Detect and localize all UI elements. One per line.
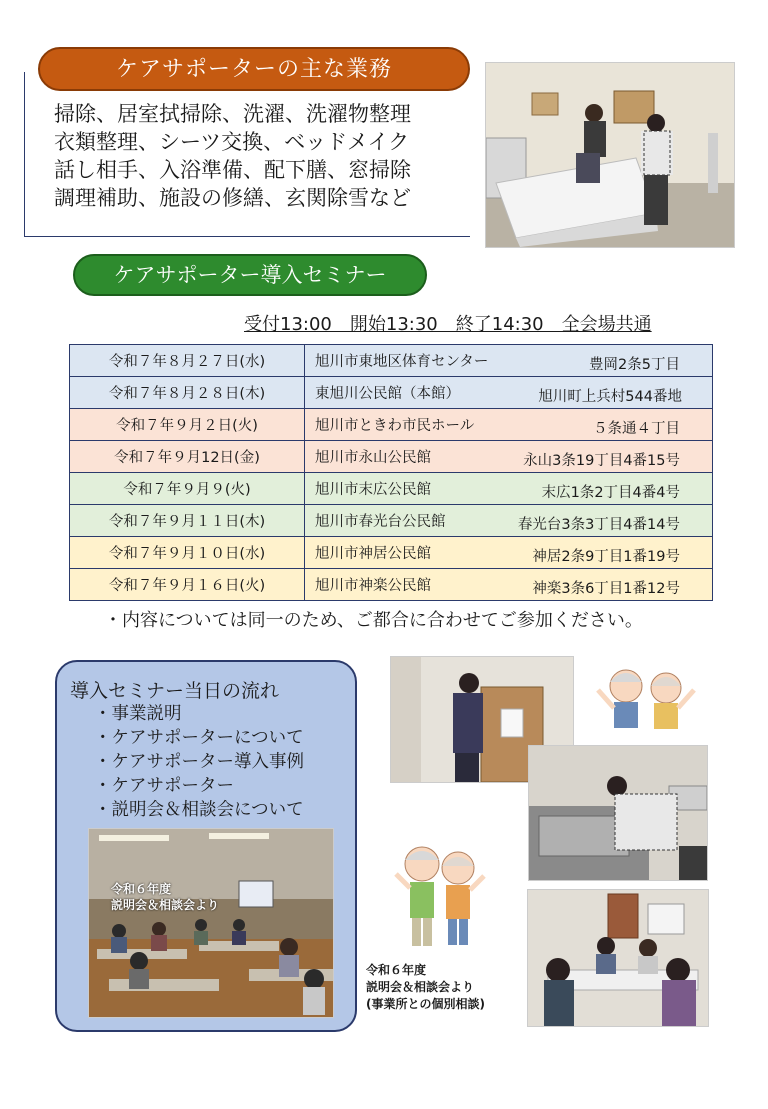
date-cell: 令和７年９月１０日(水)	[70, 537, 305, 569]
venue-name: 旭川市春光台公民館	[315, 514, 446, 530]
photo-seminar-hall	[88, 828, 334, 1018]
schedule-table	[69, 344, 713, 601]
table-row	[70, 537, 713, 569]
venue-address: ５条通４丁目	[593, 421, 680, 437]
duties-line: 調理補助、施設の修繕、玄関除雪など	[54, 186, 411, 210]
photo-caption-year: 令和６年度	[111, 882, 172, 896]
venue-address: 神居2条9丁目1番19号	[532, 549, 680, 565]
table-row	[70, 377, 713, 409]
venue-cell	[305, 441, 713, 473]
date-cell: 令和７年８月２８日(木)	[70, 377, 305, 409]
venue-address: 春光台3条3丁目4番14号	[517, 517, 680, 533]
photo-kitchen-cleaning	[528, 745, 708, 881]
date-cell: 令和７年９月12日(金)	[70, 441, 305, 473]
venue-name: 東旭川公民館（本館）	[315, 386, 460, 402]
venue-address: 豊岡2条5丁目	[589, 357, 680, 373]
photo-consultation	[527, 889, 709, 1027]
duties-list	[54, 100, 464, 212]
date-cell: 令和７年９月１６日(火)	[70, 569, 305, 601]
table-row	[70, 569, 713, 601]
date-cell: 令和７年９月２日(火)	[70, 409, 305, 441]
duties-title: ケアサポーターの主な業務	[38, 47, 470, 91]
caption-year: 令和６年度	[366, 963, 427, 977]
flow-list	[94, 702, 304, 822]
date-cell: 令和７年８月２７日(水)	[70, 345, 305, 377]
venue-cell	[305, 377, 713, 409]
flow-item: ・ケアサポーター	[94, 776, 234, 796]
consultation-caption	[366, 962, 485, 1013]
caption-event: 説明会＆相談会より	[366, 980, 475, 994]
table-row	[70, 441, 713, 473]
photo-caption-event: 説明会＆相談会より	[111, 898, 220, 912]
venue-address: 旭川町上兵村544番地	[538, 389, 682, 405]
flow-item: ・ケアサポーター導入事例	[94, 752, 304, 772]
flow-item: ・事業説明	[94, 704, 182, 724]
venue-name: 旭川市末広公民館	[315, 482, 431, 498]
venue-name: 旭川市東地区体育センター	[315, 354, 489, 370]
flow-item: ・ケアサポーターについて	[94, 728, 304, 748]
venue-cell	[305, 569, 713, 601]
venue-address: 永山3条19丁目4番15号	[523, 453, 680, 469]
venue-address: 神楽3条6丁目1番12号	[532, 581, 680, 597]
duties-line: 話し相手、入浴準備、配下膳、窓掃除	[54, 158, 411, 182]
venue-cell	[305, 505, 713, 537]
venue-cell	[305, 345, 713, 377]
participation-note: ・内容については同一のため、ご都合に合わせてご参加ください。	[104, 610, 643, 631]
table-row	[70, 345, 713, 377]
flow-title: 導入セミナー当日の流れ	[70, 680, 280, 702]
flow-item: ・説明会＆相談会について	[94, 800, 304, 820]
elderly-couple-illustration	[586, 660, 704, 732]
venue-name: 旭川市神居公民館	[315, 546, 431, 562]
venue-name: 旭川市神楽公民館	[315, 578, 431, 594]
venue-cell	[305, 473, 713, 505]
elderly-couple-illustration-2	[390, 840, 490, 950]
caption-detail: (事業所との個別相談)	[366, 997, 485, 1011]
seminar-times: 受付13:00 開始13:30 終了14:30 全会場共通	[244, 314, 652, 335]
venue-cell	[305, 537, 713, 569]
venue-cell	[305, 409, 713, 441]
venue-address: 末広1条2丁目4番4号	[541, 485, 680, 501]
photo-bed-making	[485, 62, 735, 248]
date-cell: 令和７年９月１１日(木)	[70, 505, 305, 537]
table-row	[70, 505, 713, 537]
seminar-title: ケアサポーター導入セミナー	[73, 254, 427, 296]
duties-line: 掃除、居室拭掃除、洗濯、洗濯物整理	[54, 102, 411, 126]
duties-line: 衣類整理、シーツ交換、ベッドメイク	[54, 130, 410, 154]
venue-name: 旭川市永山公民館	[315, 450, 431, 466]
date-cell: 令和７年９月９(火)	[70, 473, 305, 505]
table-row	[70, 409, 713, 441]
table-row	[70, 473, 713, 505]
venue-name: 旭川市ときわ市民ホール	[315, 418, 475, 434]
